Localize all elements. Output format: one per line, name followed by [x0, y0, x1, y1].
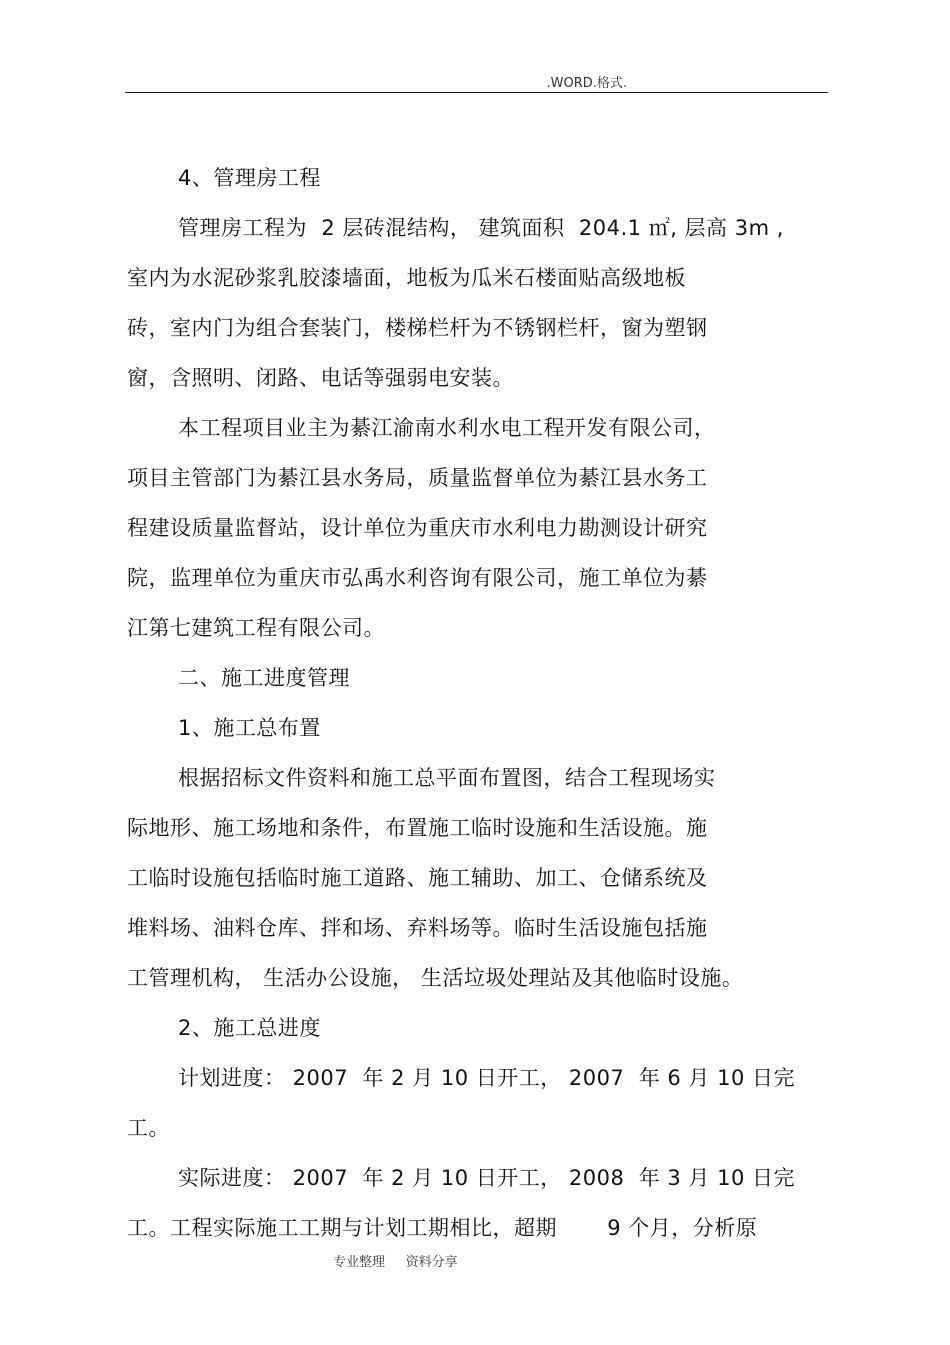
- section-heading: 二、施工进度管理: [178, 666, 350, 690]
- paragraph-line: 室内为水泥砂浆乳胶漆墙面，地板为瓜米石楼面贴高级地板: [127, 266, 686, 290]
- paragraph-line: 工管理机构， 生活办公设施， 生活垃圾处理站及其他临时设施。: [127, 966, 744, 990]
- page-footer: 专业整理 资料分享: [333, 1255, 458, 1270]
- paragraph-line: 实际进度： 2007 年 2 月 10 日开工， 2008 年 3 月 10 日完: [178, 1166, 796, 1190]
- paragraph-line: 窗，含照明、闭路、电话等强弱电安装。: [127, 366, 514, 390]
- paragraph-line: 院，监理单位为重庆市弘禹水利咨询有限公司，施工单位为綦: [127, 566, 708, 590]
- section-heading: 4、管理房工程: [178, 166, 321, 190]
- paragraph-line: 管理房工程为 2 层砖混结构， 建筑面积 204.1 ㎡, 层高 3m ,: [178, 216, 784, 240]
- header-divider: [125, 92, 828, 93]
- paragraph-line: 计划进度： 2007 年 2 月 10 日开工， 2007 年 6 月 10 日完: [178, 1066, 796, 1090]
- paragraph-line: 本工程项目业主为綦江渝南水利水电工程开发有限公司，: [178, 416, 716, 440]
- paragraph-line: 工。工程实际施工工期与计划工期相比，超期 9 个月，分析原: [127, 1216, 758, 1240]
- paragraph-line: 砖，室内门为组合套装门，楼梯栏杆为不锈钢栏杆，窗为塑钢: [127, 316, 708, 340]
- paragraph-line: 江第七建筑工程有限公司。: [127, 616, 385, 640]
- paragraph-line: 工临时设施包括临时施工道路、施工辅助、加工、仓储系统及: [127, 866, 708, 890]
- paragraph-line: 工。: [127, 1116, 170, 1140]
- section-heading: 2、施工总进度: [178, 1016, 321, 1040]
- paragraph-line: 程建设质量监督站，设计单位为重庆市水利电力勘测设计研究: [127, 516, 708, 540]
- paragraph-line: 根据招标文件资料和施工总平面布置图，结合工程现场实: [178, 766, 716, 790]
- paragraph-line: 堆料场、油料仓库、拌和场、弃料场等。临时生活设施包括施: [127, 916, 708, 940]
- page-header: .WORD.格式.: [546, 76, 627, 91]
- paragraph-line: 际地形、施工场地和条件，布置施工临时设施和生活设施。施: [127, 816, 708, 840]
- section-heading: 1、施工总布置: [178, 716, 321, 740]
- paragraph-line: 项目主管部门为綦江县水务局，质量监督单位为綦江县水务工: [127, 466, 708, 490]
